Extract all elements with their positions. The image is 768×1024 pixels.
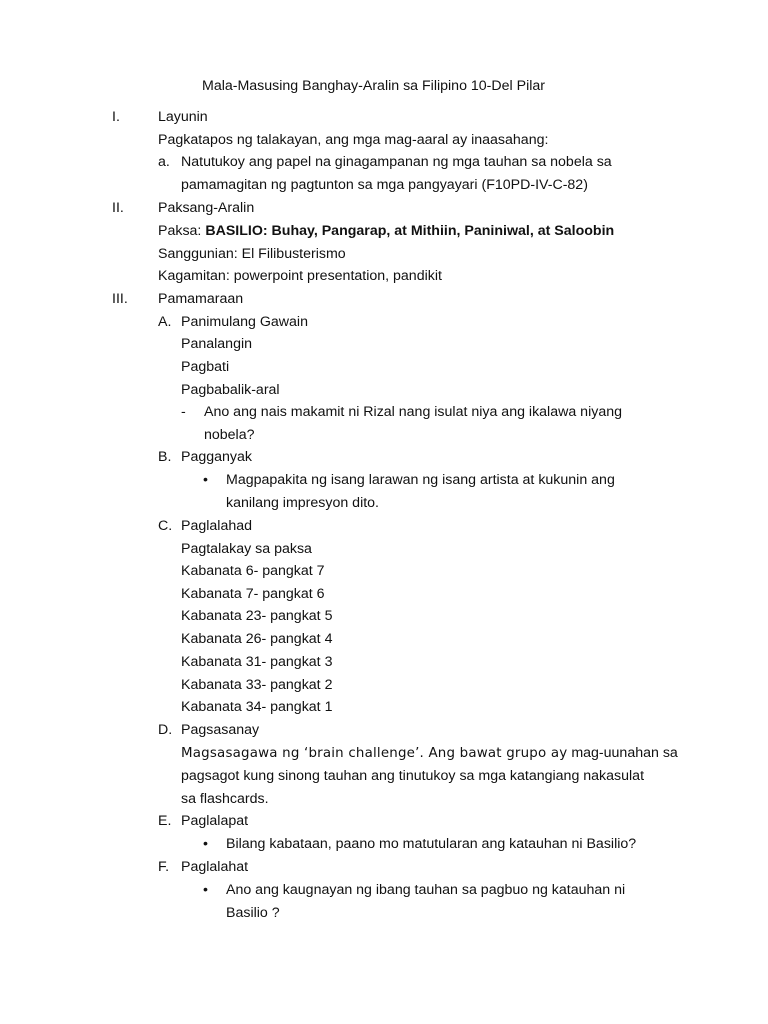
part-e-title: Paglalapat xyxy=(181,813,249,829)
part-f-label: F. xyxy=(158,859,170,875)
part-a-item: Pagbati xyxy=(181,359,230,375)
bullet-marker: • xyxy=(203,882,208,898)
section-1-number: I. xyxy=(112,109,120,125)
kagamitan-line: Kagamitan: powerpoint presentation, pandikit xyxy=(158,268,442,284)
part-c-item: Kabanata 31- pangkat 3 xyxy=(181,654,333,670)
paksa-value: BASILIO: Buhay, Pangarap, at Mithiin, Paniniwal, at Saloobin xyxy=(205,223,615,239)
part-d-text-line-1b: mag-uunahan sa xyxy=(567,745,678,761)
bullet-marker: • xyxy=(203,836,208,852)
part-c-item: Kabanata 23- pangkat 5 xyxy=(181,608,333,624)
objective-a-label: a. xyxy=(158,154,170,170)
part-a-label: A. xyxy=(158,314,172,330)
part-c-item: Kabanata 6- pangkat 7 xyxy=(181,563,325,579)
section-2-heading: Paksang-Aralin xyxy=(158,200,255,216)
part-d-text-line-1 xyxy=(181,744,678,763)
part-d-title: Pagsasanay xyxy=(181,722,260,738)
part-c-item: Kabanata 7- pangkat 6 xyxy=(181,586,325,602)
part-c-item: Pagtalakay sa paksa xyxy=(181,541,312,557)
part-c-title: Paglalahad xyxy=(181,518,252,534)
section-1-intro: Pagkatapos ng talakayan, ang mga mag-aaral ay inaasahang: xyxy=(158,132,549,148)
part-d-text-line-2: pagsagot kung sinong tauhan ang tinutukoy sa mga katangiang nakasulat xyxy=(181,768,645,784)
objective-a-line-2: pamamagitan ng pagtunton sa mga pangyayari (F10PD-IV-C-82) xyxy=(181,177,588,193)
part-d-label: D. xyxy=(158,722,173,738)
part-c-label: C. xyxy=(158,518,173,534)
paksa-line xyxy=(158,222,614,240)
part-b-title: Pagganyak xyxy=(181,449,252,465)
part-f-text-line-1: Ano ang kaugnayan ng ibang tauhan sa pagbuo ng katauhan ni xyxy=(226,882,626,898)
objective-a-line-1: Natutukoy ang papel na ginagampanan ng mga tauhan sa nobela sa xyxy=(181,154,612,170)
sanggunian-line: Sanggunian: El Filibusterismo xyxy=(158,246,346,262)
part-a-title: Panimulang Gawain xyxy=(181,314,308,330)
part-f-text-line-2: Basilio ? xyxy=(226,905,280,921)
bullet-marker: • xyxy=(203,472,208,488)
section-3-number: III. xyxy=(112,291,128,307)
review-question-line-2: nobela? xyxy=(204,427,255,443)
section-3-heading: Pamamaraan xyxy=(158,291,244,307)
part-c-item: Kabanata 33- pangkat 2 xyxy=(181,677,333,693)
section-2-number: II. xyxy=(112,200,124,216)
part-c-item: Kabanata 34- pangkat 1 xyxy=(181,699,333,715)
part-f-title: Paglalahat xyxy=(181,859,249,875)
part-b-text-line-1: Magpapakita ng isang larawan ng isang artista at kukunin ang xyxy=(226,472,615,488)
part-e-label: E. xyxy=(158,813,172,829)
part-a-item: Panalangin xyxy=(181,336,252,352)
part-a-item: Pagbabalik-aral xyxy=(181,382,280,398)
part-e-text-line-1: Bilang kabataan, paano mo matutularan ang katauhan ni Basilio? xyxy=(226,836,637,852)
document-title: Mala-Masusing Banghay-Aralin sa Filipino 10-Del Pilar xyxy=(202,78,546,94)
part-c-item: Kabanata 26- pangkat 4 xyxy=(181,631,333,647)
paksa-label: Paksa: xyxy=(158,223,206,239)
dash-marker: - xyxy=(181,404,186,420)
part-d-text-line-3: sa flashcards. xyxy=(181,791,269,807)
part-b-text-line-2: kanilang impresyon dito. xyxy=(226,495,379,511)
section-1-heading: Layunin xyxy=(158,109,208,125)
review-question-line-1: Ano ang nais makamit ni Rizal nang isulat niya ang ikalawa niyang xyxy=(204,404,622,420)
part-b-label: B. xyxy=(158,449,172,465)
part-d-text-line-1a: Magsasagawa ng ‘brain challenge’. Ang bawat grupo ay xyxy=(181,746,568,761)
